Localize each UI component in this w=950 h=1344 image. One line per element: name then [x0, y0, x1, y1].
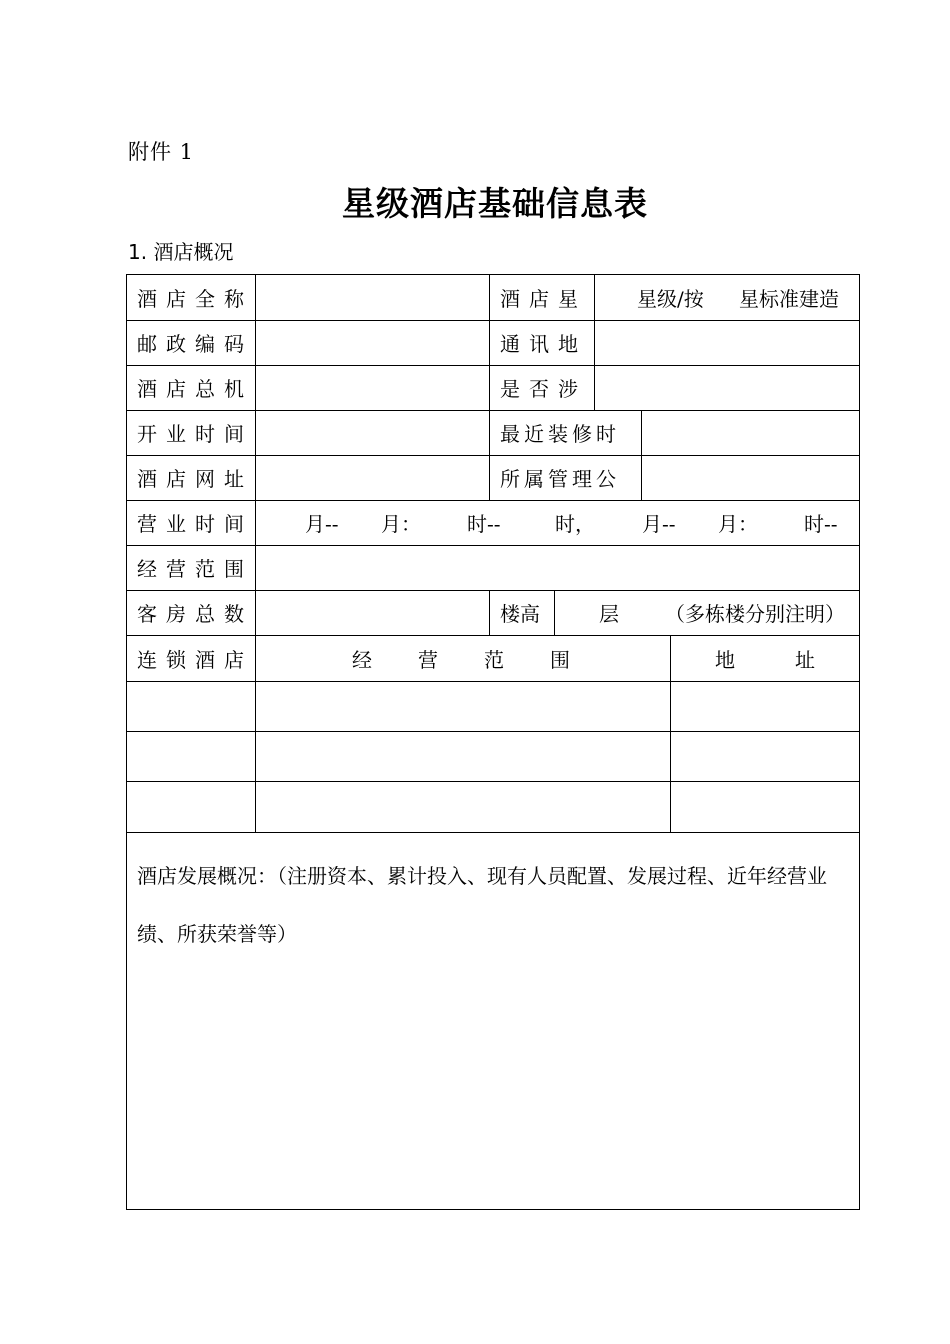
address-label: 通讯地 — [500, 332, 587, 356]
postal-code-label: 邮政编码 — [137, 332, 253, 356]
business-scope-label: 经营范围 — [137, 557, 253, 581]
floors-label: 楼高 — [500, 602, 540, 626]
bh-hour-1: 时-- — [467, 512, 501, 536]
development-overview: 酒店发展概况：（注册资本、累计投入、现有人员配置、发展过程、近年经营业绩、所获荣誉等） — [137, 864, 827, 946]
opening-time-label: 开业时间 — [137, 422, 253, 446]
bh-hour-2: 时， — [555, 512, 595, 536]
bh-hour-3: 时-- — [804, 512, 838, 536]
hotel-star-label: 酒店星 — [500, 287, 587, 311]
hotel-info-form — [126, 274, 875, 1210]
section-heading: 1. 酒店概况 — [128, 240, 234, 264]
page-title: 星级酒店基础信息表 — [342, 184, 648, 223]
switchboard-label: 酒店总机 — [137, 377, 253, 401]
renovation-label: 最近装修时 — [500, 422, 620, 446]
bh-month-4: 月： — [718, 512, 758, 536]
chain-hotel-label: 连锁酒店 — [137, 648, 253, 672]
website-label: 酒店网址 — [137, 467, 253, 491]
rooms-label: 客房总数 — [137, 602, 253, 626]
bh-month-2: 月： — [381, 512, 421, 536]
company-label: 所属管理公 — [500, 467, 620, 491]
bh-month-1: 月-- — [305, 512, 339, 536]
business-hours-label: 营业时间 — [137, 512, 253, 536]
attachment-label: 附件 1 — [128, 140, 195, 164]
star-note-a: 星级/按 — [637, 287, 704, 311]
hotel-full-name-label: 酒店全称 — [137, 287, 253, 311]
chain-scope-header: 经营范围 — [352, 648, 616, 672]
star-note-b: 星标准建造 — [739, 287, 839, 311]
bh-month-3: 月-- — [642, 512, 676, 536]
floors-unit: 层 — [599, 602, 619, 626]
floors-note: （多栋楼分别注明） — [665, 602, 845, 626]
chain-address-header: 地址 — [715, 648, 875, 672]
involved-label: 是否涉 — [500, 377, 587, 401]
